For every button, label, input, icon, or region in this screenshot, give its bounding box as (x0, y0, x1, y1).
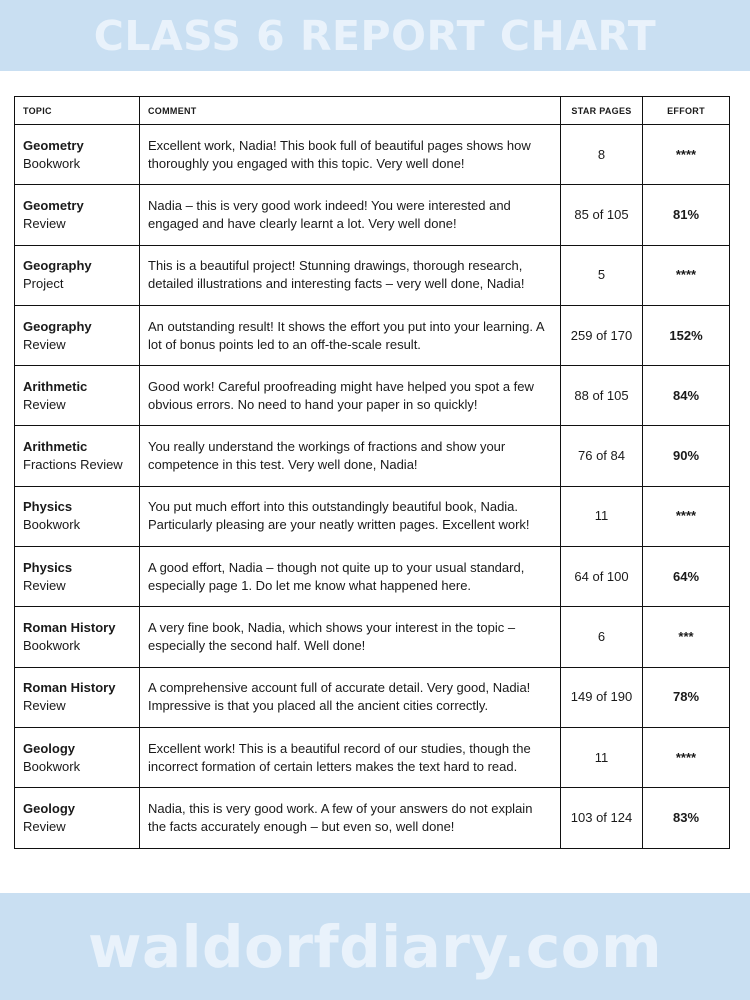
table-header-row (15, 97, 730, 125)
effort-cell: *** (643, 607, 730, 667)
topic-subject: Roman History (23, 620, 116, 636)
star-pages-cell: 11 (561, 727, 643, 787)
effort-cell: 81% (643, 185, 730, 245)
table-row (15, 788, 730, 848)
topic-subject: Geometry (23, 137, 84, 153)
topic-cell (15, 788, 140, 848)
table-row (15, 185, 730, 245)
topic-subject: Geology (23, 740, 76, 756)
footer-banner (0, 893, 750, 1000)
topic-kind: Bookwork (23, 517, 81, 533)
topic-subject: Geography (23, 258, 92, 274)
table-row (15, 366, 730, 426)
comment-cell: Excellent work! This is a beautiful record of our studies, though the incorrect formation of certain letters makes the text hard to read. (140, 727, 561, 787)
star-pages-cell: 85 of 105 (561, 185, 643, 245)
effort-cell: 90% (643, 426, 730, 486)
table-row (15, 486, 730, 546)
topic-cell (15, 366, 140, 426)
topic-subject: Geology (23, 800, 76, 816)
table-row (15, 245, 730, 305)
column-header-topic: TOPIC (15, 97, 140, 125)
topic-kind: Bookwork (23, 758, 81, 774)
topic-subject: Physics (23, 559, 73, 575)
topic-cell (15, 547, 140, 607)
table-row (15, 667, 730, 727)
star-pages-cell: 11 (561, 486, 643, 546)
effort-cell: **** (643, 245, 730, 305)
table-body (15, 125, 730, 849)
topic-kind: Bookwork (23, 638, 81, 654)
column-header-star-pages: STAR PAGES (561, 97, 643, 125)
comment-cell: Good work! Careful proofreading might have helped you spot a few obvious errors. No need to hand your paper in so quickly! (140, 366, 561, 426)
topic-cell (15, 305, 140, 365)
table-row (15, 125, 730, 185)
comment-cell: You put much effort into this outstandingly beautiful book, Nadia. Particularly pleasing are your neatly written pages. Excellent work! (140, 486, 561, 546)
star-pages-cell: 6 (561, 607, 643, 667)
effort-cell: **** (643, 486, 730, 546)
comment-cell: Nadia – this is very good work indeed! You were interested and engaged and have clearly learnt a lot. Very well done! (140, 185, 561, 245)
comment-cell: A good effort, Nadia – though not quite up to your usual standard, especially page 1. Do let me know what happened here. (140, 547, 561, 607)
topic-cell (15, 727, 140, 787)
star-pages-cell: 149 of 190 (561, 667, 643, 727)
table-row (15, 305, 730, 365)
topic-kind: Review (23, 396, 66, 412)
effort-cell: 84% (643, 366, 730, 426)
topic-kind: Review (23, 215, 66, 231)
comment-cell: Nadia, this is very good work. A few of your answers do not explain the facts accurately enough – but even so, well done! (140, 788, 561, 848)
column-header-effort: EFFORT (643, 97, 730, 125)
topic-kind: Bookwork (23, 155, 81, 171)
topic-cell (15, 486, 140, 546)
site-watermark: waldorfdiary.com (87, 912, 663, 981)
topic-subject: Geometry (23, 197, 84, 213)
comment-cell: You really understand the workings of fractions and show your competence in this test. Very well done, Nadia! (140, 426, 561, 486)
page-title: CLASS 6 REPORT CHART (93, 11, 657, 60)
comment-cell: This is a beautiful project! Stunning drawings, thorough research, detailed illustrations and interesting facts – very well done, Nadia! (140, 245, 561, 305)
effort-cell: 64% (643, 547, 730, 607)
effort-cell: 78% (643, 667, 730, 727)
star-pages-cell: 103 of 124 (561, 788, 643, 848)
topic-kind: Project (23, 276, 64, 292)
effort-cell: 152% (643, 305, 730, 365)
star-pages-cell: 88 of 105 (561, 366, 643, 426)
table-row (15, 547, 730, 607)
topic-cell (15, 245, 140, 305)
comment-cell: An outstanding result! It shows the effort you put into your learning. A lot of bonus points led to an off-the-scale result. (140, 305, 561, 365)
star-pages-cell: 259 of 170 (561, 305, 643, 365)
column-header-comment: COMMENT (140, 97, 561, 125)
effort-cell: 83% (643, 788, 730, 848)
topic-kind: Review (23, 336, 66, 352)
topic-cell (15, 667, 140, 727)
table-row (15, 607, 730, 667)
topic-subject: Arithmetic (23, 378, 88, 394)
star-pages-cell: 64 of 100 (561, 547, 643, 607)
topic-kind: Review (23, 577, 66, 593)
report-table (14, 96, 730, 849)
table-row (15, 426, 730, 486)
star-pages-cell: 8 (561, 125, 643, 185)
topic-cell (15, 185, 140, 245)
comment-cell: A very fine book, Nadia, which shows your interest in the topic – especially the second half. Well done! (140, 607, 561, 667)
topic-subject: Arithmetic (23, 439, 88, 455)
star-pages-cell: 5 (561, 245, 643, 305)
star-pages-cell: 76 of 84 (561, 426, 643, 486)
topic-cell (15, 125, 140, 185)
topic-subject: Geography (23, 318, 92, 334)
topic-subject: Physics (23, 499, 73, 515)
comment-cell: A comprehensive account full of accurate detail. Very good, Nadia! Impressive is that you placed all the ancient cities correctly. (140, 667, 561, 727)
table-row (15, 727, 730, 787)
title-banner (0, 0, 750, 71)
effort-cell: **** (643, 727, 730, 787)
effort-cell: **** (643, 125, 730, 185)
topic-cell (15, 426, 140, 486)
topic-kind: Review (23, 818, 66, 834)
topic-cell (15, 607, 140, 667)
topic-kind: Review (23, 698, 66, 714)
comment-cell: Excellent work, Nadia! This book full of beautiful pages shows how thoroughly you engaged with this topic. Very well done! (140, 125, 561, 185)
topic-kind: Fractions Review (23, 457, 123, 473)
topic-subject: Roman History (23, 680, 116, 696)
